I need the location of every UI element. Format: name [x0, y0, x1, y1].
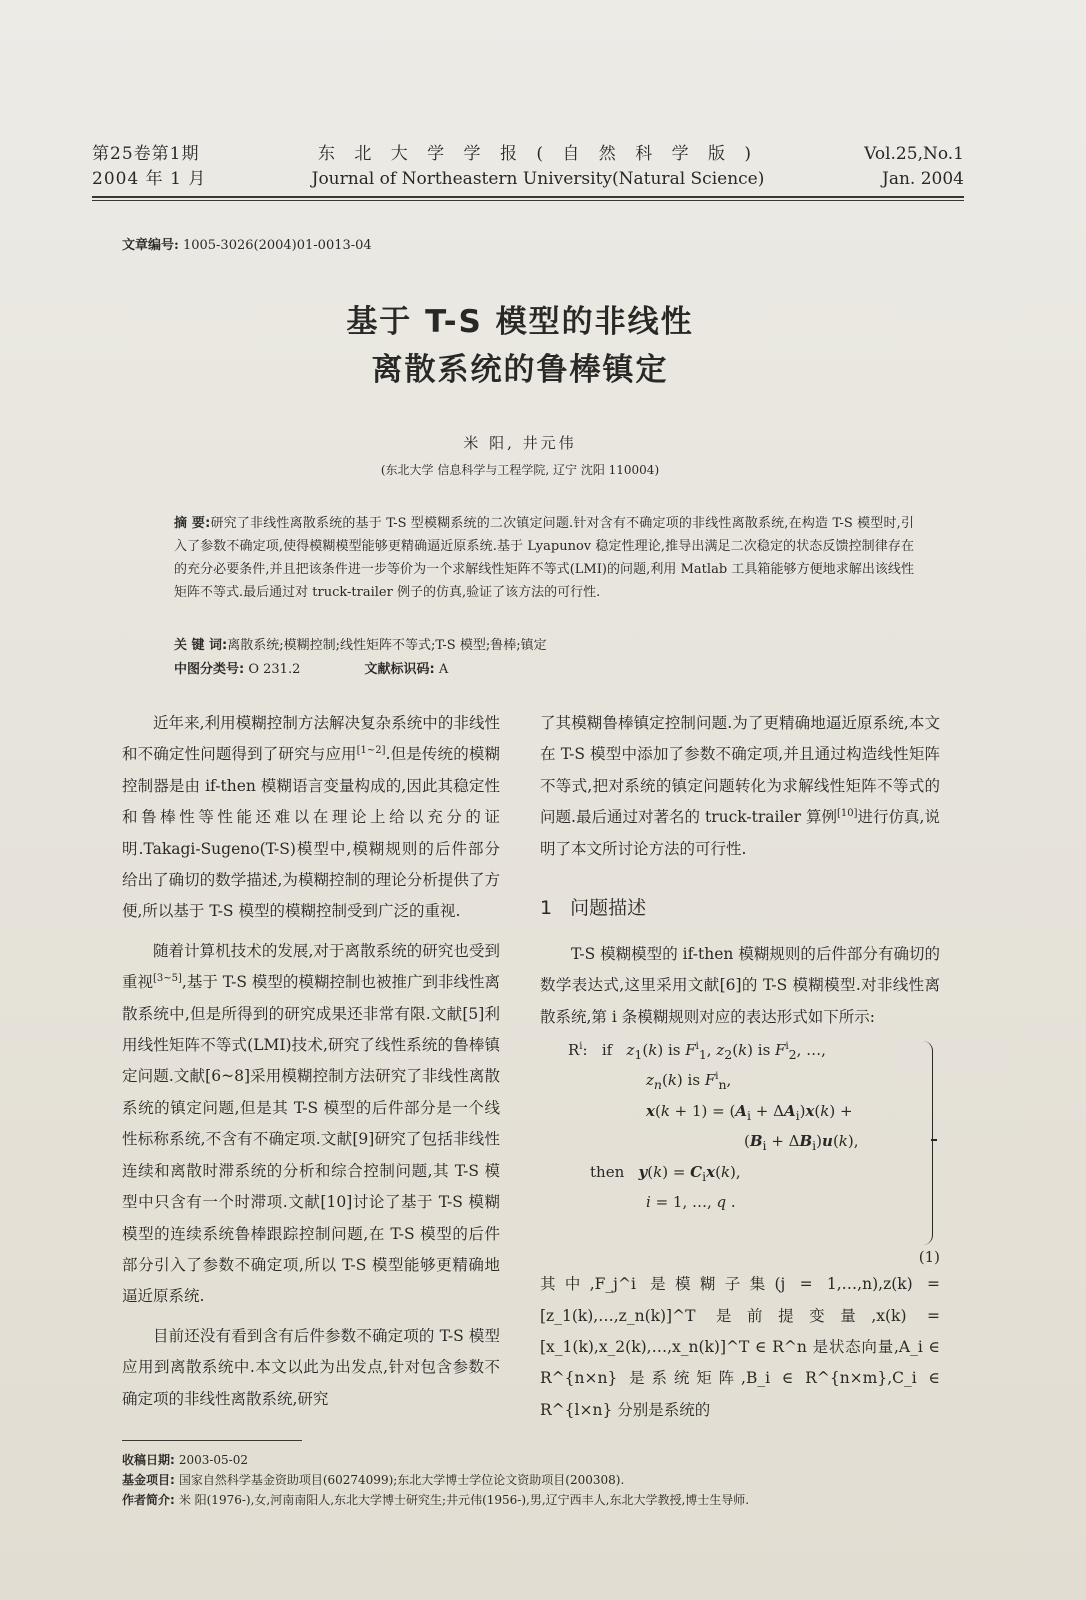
- journal-name-en: Journal of Northeastern University(Natural Science): [311, 169, 765, 189]
- abstract-text: 研究了非线性离散系统的基于 T-S 型模糊系统的二次镇定问题.针对含有不确定项的非线性离散系统,在构造 T-S 模型时,引入了参数不确定项,使得模糊模型能够更精确逼近原系统.基于 Lyapunov 稳定性理论,推导出满足二次稳定的状态反馈控制律存在的充分必要条件,并且把该条件进一步等价为一个求解线性矩阵不等式(LMI)的问题,利用 Matlab 工具箱能够方便地求解出该线性矩阵不等式.最后通过对 truck-trailer 例子的仿真,验证了该方法的可行性.: [174, 516, 914, 600]
- right-column: [540, 708, 940, 1426]
- citation-3-5: [3~5]: [153, 973, 182, 985]
- equation-number: (1): [918, 1248, 940, 1267]
- volume-issue-en: Vol.25,No.1: [864, 144, 964, 164]
- abstract: [174, 512, 914, 604]
- equation-brace-tip: [931, 1139, 937, 1141]
- journal-name-cn: 东 北 大 学 学 报 ( 自 然 科 学 版 ): [317, 144, 759, 164]
- intro-p2-text-a: 随着计算机技术的发展,对于离散系统的研究也受到重视: [122, 941, 500, 992]
- authors: 米 阳, 井元伟: [463, 434, 577, 452]
- header-center: [250, 142, 826, 192]
- clc-label: 中图分类号:: [174, 662, 245, 677]
- intro-paragraph-1: [122, 708, 500, 928]
- paper-title-line-2: 离散系统的鲁棒镇定: [371, 352, 669, 388]
- keywords: [174, 634, 914, 657]
- header-right: [864, 142, 964, 192]
- intro-paragraph-2: [122, 936, 500, 1313]
- doc-code-value: A: [438, 662, 449, 677]
- header-rule-top: [92, 196, 964, 198]
- section-title: 问题描述: [570, 897, 647, 920]
- article-number-label: 文章编号:: [122, 238, 179, 253]
- fund-label: 基金项目:: [122, 1473, 175, 1487]
- volume-issue-cn: 第25卷第1期: [92, 144, 200, 164]
- citation-10: [10]: [836, 808, 858, 820]
- clc-value: O 231.2: [248, 662, 301, 677]
- section-number: 1: [540, 897, 553, 920]
- section-paragraph-2: 其中,F_j^i 是模糊子集(j = 1,…,n),z(k) = [z_1(k),…,z_n(k)]^T 是前提变量,x(k) = [x_1(k),x_2(k),…,x_n(k)]^T ∈ R^n 是状态向量,A_i ∈ R^{n×n} 是系统矩阵,B_i ∈ R^{n×m},C_i ∈ R^{l×n} 分别是系统的: [540, 1275, 940, 1419]
- doc-code-label: 文献标识码:: [364, 662, 435, 677]
- header-left: [92, 142, 206, 192]
- classification: [174, 658, 914, 681]
- intro-p4-text-a: 了其模糊鲁棒镇定控制问题.为了更精确地逼近原系统,本文在 T-S 模型中添加了参数不确定项,并且通过构造线性矩阵不等式,把对系统的镇定问题转化为求解线性矩阵不等式的问题.最后通过对著名的 truck-trailer 算例: [540, 714, 940, 827]
- citation-1-2: [1~2]: [356, 745, 386, 757]
- footnote-rule: [122, 1440, 302, 1441]
- abstract-label: 摘 要:: [174, 516, 211, 531]
- paper-title: [0, 298, 1040, 394]
- left-column: [122, 708, 500, 1415]
- section-heading-1: [540, 893, 940, 923]
- footnote-author: [122, 1490, 749, 1510]
- section-paragraph-1: T-S 模糊模型的 if-then 模糊规则的后件部分有确切的数学表达式,这里采用文献[6]的 T-S 模糊模型.对非线性离散系统,第 i 条模糊规则对应的表达形式如下所示:: [540, 945, 940, 1026]
- received-label: 收稿日期:: [122, 1453, 175, 1467]
- equation-brace: [920, 1041, 933, 1245]
- date-en: Jan. 2004: [882, 169, 964, 189]
- received-date: 2003-05-02: [178, 1453, 248, 1467]
- footnote-received: [122, 1450, 248, 1470]
- author-bio-text: 米 阳(1976-),女,河南南阳人,东北大学博士研究生;井元伟(1956-),男,辽宁西丰人,东北大学教授,博士生导师.: [178, 1493, 750, 1507]
- keywords-label: 关 键 词:: [174, 638, 228, 653]
- article-number-value: 1005-3026(2004)01-0013-04: [182, 238, 372, 253]
- intro-p4-text-b: 进行仿真,说明了本文所讨论方法的可行性.: [540, 808, 940, 858]
- intro-p1-text-a: 近年来,利用模糊控制方法解决复杂系统中的非线性和不确定性问题得到了研究与应用: [122, 714, 500, 764]
- article-number: [122, 234, 372, 253]
- author-bio-label: 作者简介:: [122, 1493, 175, 1507]
- affiliation: (东北大学 信息科学与工程学院, 辽宁 沈阳 110004): [380, 463, 660, 477]
- fuzzy-rule-equation: $R^i$: if $z_1(k)$ is $F^i_1$, $z_2(k)$ is $F^i_2$, …, $z_n(k)$ is $F^i_n$, $x(k + 1) = (A_i + \Delta A_i)x(k)$ + $(B_i + \Delta B_i)u(k)$, then $y(k) = C_ix(k)$, i = 1, …, q .: [540, 1035, 940, 1249]
- keywords-text: 离散系统;模糊控制;线性矩阵不等式;T-S 模型;鲁棒;镇定: [227, 638, 547, 653]
- intro-p1-text-b: .但是传统的模糊控制器是由 if-then 模糊语言变量构成的,因此其稳定性和鲁棒性等性能还难以在理论上给以充分的证明.Takagi-Sugeno(T-S)模型中,模糊规则的后件部分给出了确切的数学描述,为模糊控制的理论分析提供了方便,所以基于 T-S 模型的模糊控制受到广泛的重视.: [122, 745, 500, 921]
- intro-paragraph-4: [540, 708, 940, 865]
- footnote-fund: [122, 1470, 624, 1490]
- header-rule-bottom: [92, 200, 964, 201]
- intro-paragraph-3: 目前还没有看到含有后件参数不确定项的 T-S 模型应用到离散系统中.本文以此为出发点,针对包含参数不确定项的非线性离散系统,研究: [122, 1326, 500, 1408]
- date-cn: 2004 年 1 月: [92, 169, 207, 189]
- intro-p2-text-b: ,基于 T-S 模型的模糊控制也被推广到非线性离散系统中,但是所得到的研究成果还非常有限.文献[5]利用线性矩阵不等式(LMI)技术,研究了线性系统的鲁棒镇定问题.文献[6~8]采用模糊控制方法研究了非线性离散系统的镇定问题,但是其 T-S 模型的后件部分是一个线性标称系统,不含有不确定项.文献[9]研究了包括非线性连续和离散时滞系统的分析和综合控制问题,其 T-S 模型中只含有一个时滞项.文献[10]讨论了基于 T-S 模糊模型的连续系统鲁棒跟踪控制问题,在 T-S 模型的后件部分引入了参数不确定项,所以 T-S 模型能够更精确地逼近原系统.: [122, 973, 500, 1306]
- paper-title-line-1: 基于 T-S 模型的非线性: [346, 304, 694, 340]
- fund-text: 国家自然科学基金资助项目(60274099);东北大学博士学位论文资助项目(200308).: [178, 1473, 625, 1487]
